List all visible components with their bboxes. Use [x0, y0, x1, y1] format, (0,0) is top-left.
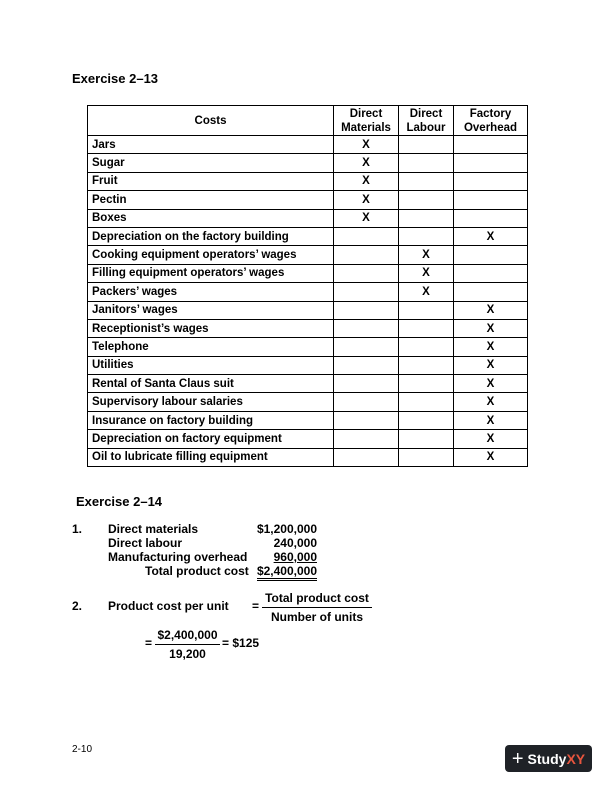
factory-overhead-mark: X — [454, 301, 528, 319]
cost-classification-table — [87, 105, 528, 467]
exercise-2-14-title: Exercise 2–14 — [76, 494, 163, 509]
table-row — [88, 227, 528, 245]
direct-materials-mark: X — [334, 172, 399, 190]
manufacturing-overhead-label: Manufacturing overhead — [108, 550, 248, 564]
cost-name-cell: Insurance on factory building — [88, 411, 334, 429]
direct-materials-mark — [334, 338, 399, 356]
factory-overhead-mark — [454, 209, 528, 227]
formula-denominator: Number of units — [271, 610, 363, 624]
direct-labour-mark — [399, 338, 454, 356]
formula-fraction — [262, 591, 372, 624]
direct-materials-mark — [334, 448, 399, 466]
table-row — [88, 172, 528, 190]
cost-name-cell: Janitors’ wages — [88, 301, 334, 319]
total-product-cost-label: Total product cost — [145, 564, 249, 578]
manufacturing-overhead-value: 960,000 — [273, 550, 317, 564]
table-row — [88, 319, 528, 337]
cost-name-cell: Boxes — [88, 209, 334, 227]
factory-overhead-mark: X — [454, 338, 528, 356]
direct-materials-label: Direct materials — [108, 522, 199, 536]
factory-overhead-mark — [454, 136, 528, 154]
page-number: 2-10 — [72, 744, 93, 755]
factory-overhead-mark — [454, 283, 528, 301]
factory-overhead-mark — [454, 264, 528, 282]
header-direct-materials — [334, 106, 399, 136]
table-row — [88, 448, 528, 466]
direct-labour-mark — [399, 209, 454, 227]
direct-materials-mark — [334, 356, 399, 374]
formula-numerator: Total product cost — [262, 591, 372, 608]
cost-name-cell: Jars — [88, 136, 334, 154]
direct-labour-mark — [399, 430, 454, 448]
direct-labour-mark: X — [399, 246, 454, 264]
table-row — [88, 430, 528, 448]
direct-labour-mark — [399, 393, 454, 411]
direct-labour-mark — [399, 191, 454, 209]
direct-materials-mark: X — [334, 191, 399, 209]
product-cost-per-unit-label: Product cost per unit — [108, 599, 229, 613]
header-costs: Costs — [88, 106, 334, 136]
table-row — [88, 393, 528, 411]
table-row — [88, 154, 528, 172]
factory-overhead-mark: X — [454, 227, 528, 245]
cost-name-cell: Packers’ wages — [88, 283, 334, 301]
direct-materials-mark — [334, 375, 399, 393]
manufacturing-overhead-cell — [237, 550, 317, 564]
cost-name-cell: Cooking equipment operators’ wages — [88, 246, 334, 264]
header-dm-line2: Materials — [341, 121, 391, 134]
table-row — [88, 246, 528, 264]
table-row — [88, 209, 528, 227]
factory-overhead-mark: X — [454, 448, 528, 466]
direct-materials-mark — [334, 227, 399, 245]
cost-name-cell: Receptionist’s wages — [88, 319, 334, 337]
direct-materials-mark — [334, 283, 399, 301]
direct-materials-mark: X — [334, 154, 399, 172]
direct-materials-mark: X — [334, 209, 399, 227]
factory-overhead-mark — [454, 172, 528, 190]
direct-materials-mark — [334, 411, 399, 429]
table-row — [88, 191, 528, 209]
cost-name-cell: Telephone — [88, 338, 334, 356]
header-factory-overhead — [454, 106, 528, 136]
table-row — [88, 283, 528, 301]
cost-name-cell: Oil to lubricate filling equipment — [88, 448, 334, 466]
table-row — [88, 264, 528, 282]
header-direct-labour — [399, 106, 454, 136]
equals-sign-2: = — [145, 636, 153, 650]
cost-name-cell: Pectin — [88, 191, 334, 209]
value-numerator: $2,400,000 — [155, 628, 220, 645]
part1-number: 1. — [72, 522, 83, 536]
direct-materials-mark — [334, 264, 399, 282]
cost-name-cell: Supervisory labour salaries — [88, 393, 334, 411]
equals-sign-1: = — [252, 599, 260, 613]
factory-overhead-mark — [454, 154, 528, 172]
unit-cost-result: = $125 — [222, 636, 260, 650]
direct-labour-label: Direct labour — [108, 536, 183, 550]
direct-labour-mark — [399, 319, 454, 337]
direct-labour-mark — [399, 356, 454, 374]
factory-overhead-mark: X — [454, 375, 528, 393]
header-fo-line2: Overhead — [463, 121, 518, 134]
factory-overhead-mark: X — [454, 393, 528, 411]
cost-name-cell: Depreciation on the factory building — [88, 227, 334, 245]
direct-materials-mark — [334, 393, 399, 411]
cost-name-cell: Depreciation on factory equipment — [88, 430, 334, 448]
table-row — [88, 338, 528, 356]
cost-name-cell: Fruit — [88, 172, 334, 190]
header-dl-line1: Direct — [409, 107, 443, 120]
direct-materials-mark — [334, 246, 399, 264]
table-row — [88, 411, 528, 429]
direct-materials-value: $1,200,000 — [256, 522, 317, 536]
factory-overhead-mark — [454, 191, 528, 209]
cost-name-cell: Utilities — [88, 356, 334, 374]
direct-materials-mark: X — [334, 136, 399, 154]
badge-xy-text: XY — [566, 750, 586, 767]
table-header-row — [88, 106, 528, 136]
factory-overhead-mark: X — [454, 411, 528, 429]
total-product-cost-cell — [237, 564, 317, 578]
header-dm-line1: Direct — [349, 107, 383, 120]
part2-number: 2. — [72, 599, 83, 613]
exercise-2-13-title: Exercise 2–13 — [72, 71, 159, 86]
plus-icon: + — [511, 747, 524, 770]
direct-labour-mark — [399, 448, 454, 466]
value-fraction — [155, 628, 220, 661]
direct-labour-mark — [399, 227, 454, 245]
direct-labour-value: 240,000 — [273, 536, 317, 550]
direct-labour-mark — [399, 375, 454, 393]
header-dl-line2: Labour — [406, 121, 446, 134]
factory-overhead-mark: X — [454, 430, 528, 448]
total-product-cost-value: $2,400,000 — [257, 564, 317, 581]
cost-name-cell: Sugar — [88, 154, 334, 172]
cost-name-cell: Filling equipment operators’ wages — [88, 264, 334, 282]
table-row — [88, 356, 528, 374]
studyxy-badge[interactable] — [505, 745, 592, 772]
direct-labour-mark — [399, 411, 454, 429]
value-denominator: 19,200 — [169, 647, 206, 661]
factory-overhead-mark — [454, 246, 528, 264]
direct-labour-mark — [399, 172, 454, 190]
direct-labour-mark: X — [399, 264, 454, 282]
direct-materials-mark — [334, 430, 399, 448]
header-fo-line1: Factory — [469, 107, 512, 120]
direct-materials-mark — [334, 301, 399, 319]
table-row — [88, 136, 528, 154]
table-row — [88, 301, 528, 319]
direct-materials-mark — [334, 319, 399, 337]
table-row — [88, 375, 528, 393]
cost-name-cell: Rental of Santa Claus suit — [88, 375, 334, 393]
direct-labour-mark — [399, 154, 454, 172]
direct-labour-mark — [399, 301, 454, 319]
factory-overhead-mark: X — [454, 319, 528, 337]
direct-labour-mark — [399, 136, 454, 154]
direct-labour-mark: X — [399, 283, 454, 301]
badge-study-text: Study — [527, 750, 567, 767]
factory-overhead-mark: X — [454, 356, 528, 374]
